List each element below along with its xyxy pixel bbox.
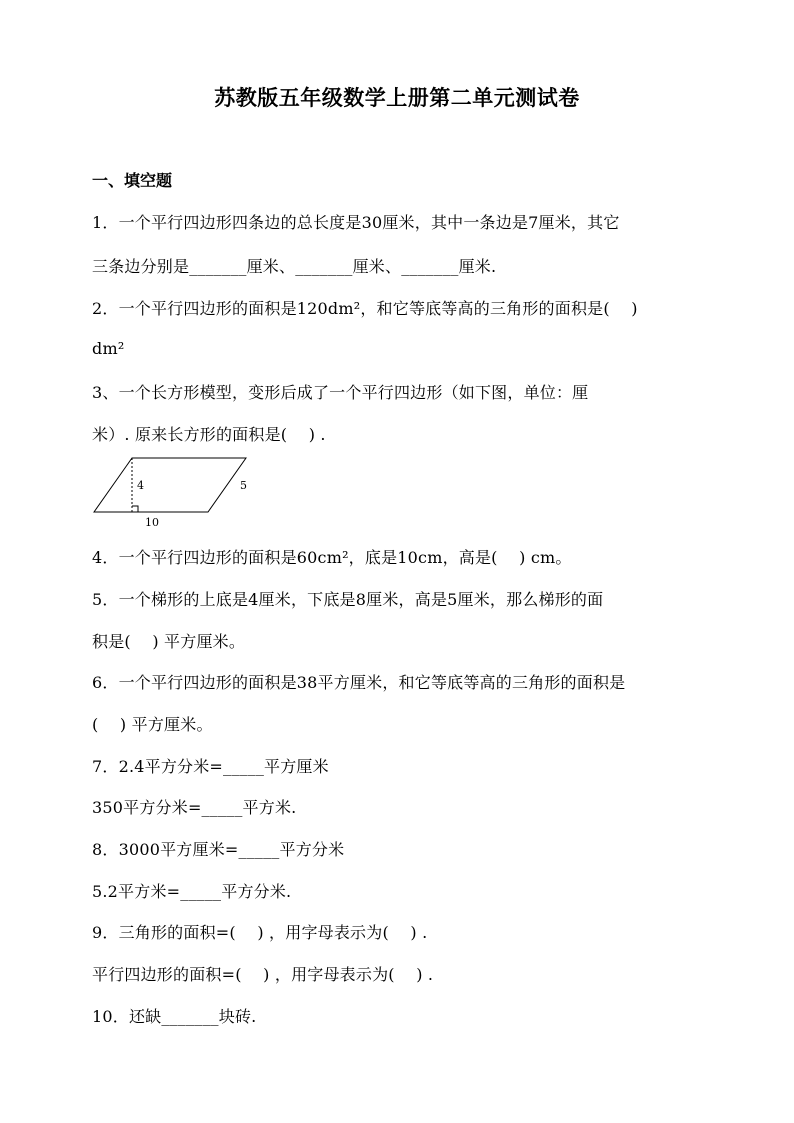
right-angle-mark	[132, 506, 138, 512]
question-6-line-2: ( ) 平方厘米。	[92, 715, 213, 734]
parallelogram-figure	[88, 452, 268, 534]
question-6-line-1: 6．一个平行四边形的面积是38平方厘米，和它等底等高的三角形的面积是	[92, 673, 626, 692]
question-9-line-1: 9．三角形的面积=( ) ，用字母表示为( ) .	[92, 923, 428, 942]
question-8-line-1: 8．3000平方厘米=_____平方分米	[92, 840, 345, 859]
question-5-line-1: 5．一个梯形的上底是4厘米，下底是8厘米，高是5厘米，那么梯形的面	[92, 590, 604, 609]
side-label: 5	[240, 479, 247, 492]
question-7-line-2: 350平方分米=_____平方米.	[92, 798, 297, 817]
question-3-line-1: 3、一个长方形模型，变形后成了一个平行四边形（如下图，单位：厘	[92, 383, 589, 402]
question-2-line-1: 2．一个平行四边形的面积是120dm²，和它等底等高的三角形的面积是( )	[92, 299, 638, 318]
question-4-line-1: 4．一个平行四边形的面积是60cm²，底是10cm，高是( ) cm。	[92, 548, 572, 567]
question-1-line-1: 1．一个平行四边形四条边的总长度是30厘米，其中一条边是7厘米，其它	[92, 213, 620, 232]
height-label: 4	[137, 479, 144, 492]
question-5-line-2: 积是( ) 平方厘米。	[92, 632, 246, 651]
question-7-line-1: 7．2.4平方分米=_____平方厘米	[92, 757, 329, 776]
question-8-line-2: 5.2平方米=_____平方分米.	[92, 882, 292, 901]
parallelogram-diagram	[88, 452, 268, 534]
question-10-line-1: 10．还缺_______块砖.	[92, 1007, 257, 1026]
parallelogram-shape	[94, 458, 246, 512]
question-3-line-2: 米）. 原来长方形的面积是( ) .	[92, 425, 326, 444]
section-heading: 一、填空题	[92, 171, 173, 190]
question-2-line-2: dm²	[92, 339, 125, 358]
question-1-line-2: 三条边分别是_______厘米、_______厘米、_______厘米.	[92, 257, 497, 276]
page-title: 苏教版五年级数学上册第二单元测试卷	[214, 85, 580, 110]
question-9-line-2: 平行四边形的面积=( ) ，用字母表示为( ) .	[92, 965, 434, 984]
base-label: 10	[145, 516, 159, 529]
